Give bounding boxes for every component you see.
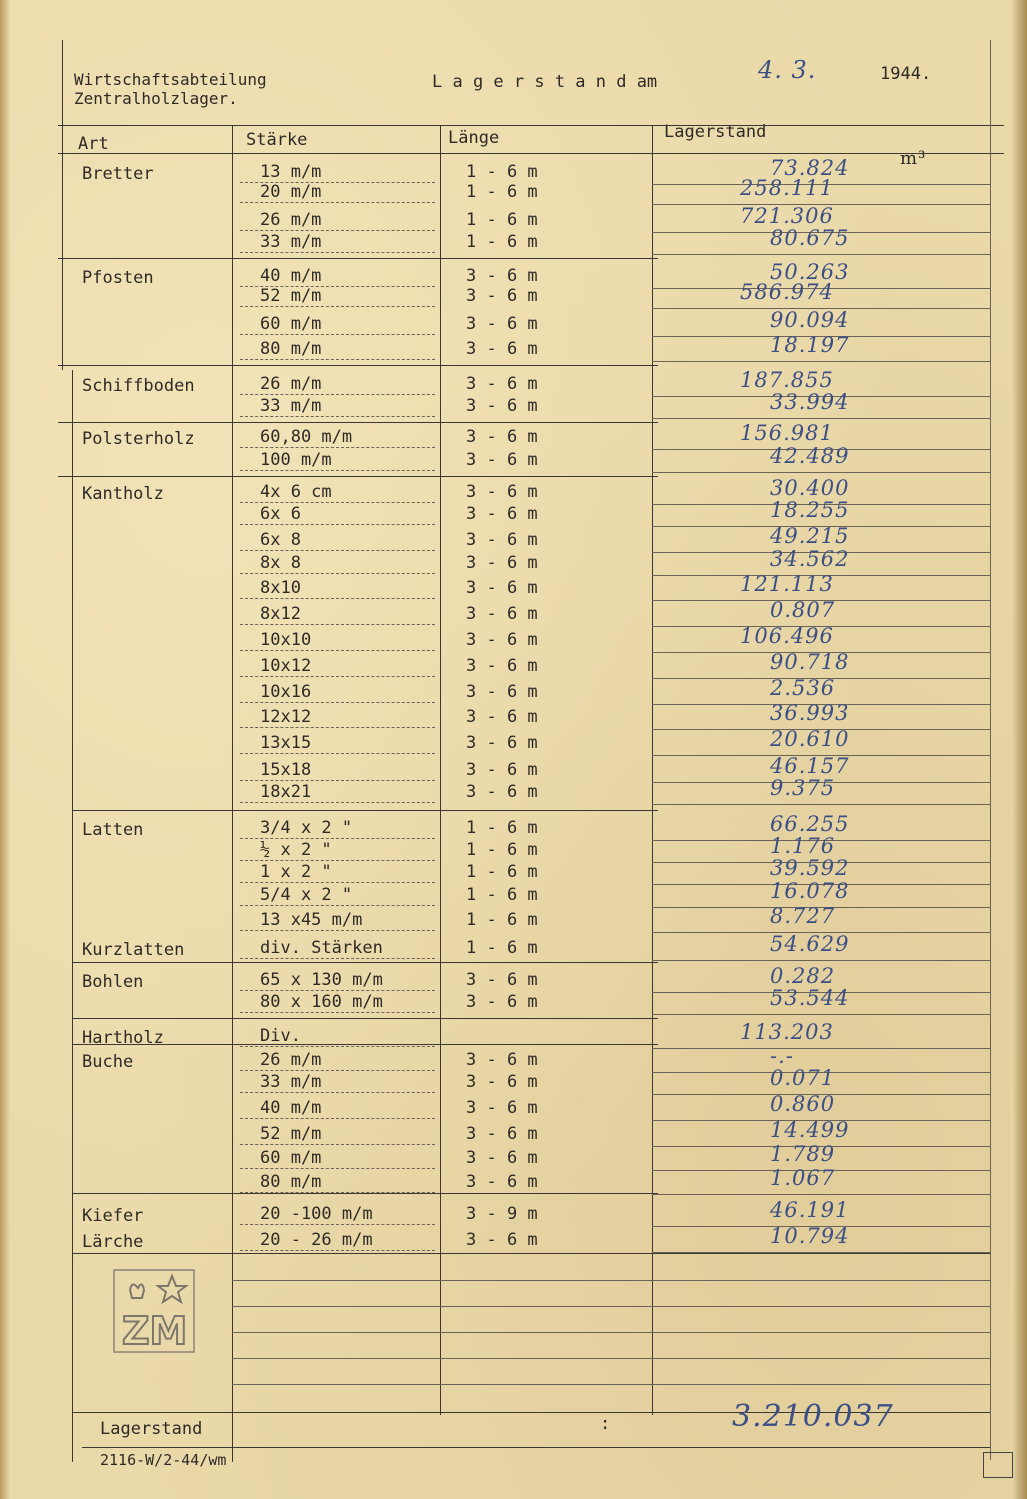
row-lagerstand-value: 1.789 [770, 1142, 836, 1166]
row-staerke: 18x21 [260, 782, 312, 802]
row-underline [240, 1092, 435, 1093]
row-staerke: 12x12 [260, 707, 312, 727]
row-staerke: 52 m/m [260, 286, 322, 306]
row-staerke: 10x10 [260, 630, 312, 650]
row-staerke: 100 m/m [260, 450, 332, 470]
row-rule [652, 1252, 990, 1253]
row-staerke: 80 x 160 m/m [260, 992, 383, 1012]
row-laenge: 1 - 6 m [466, 210, 538, 230]
date-year: 1944. [880, 64, 932, 84]
row-art: Kiefer [82, 1206, 144, 1226]
row-art: Hartholz [82, 1028, 164, 1048]
row-staerke: 33 m/m [260, 396, 322, 416]
row-lagerstand-value: 34.562 [770, 547, 850, 571]
row-lagerstand-value: 53.544 [770, 986, 850, 1010]
column-divider-art [232, 125, 233, 1462]
separator-pfosten [58, 258, 658, 259]
row-staerke: Div. [260, 1026, 301, 1046]
row-laenge: 3 - 6 m [466, 1172, 538, 1192]
row-lagerstand-value: 49.215 [770, 524, 850, 548]
row-staerke: 60,80 m/m [260, 427, 353, 447]
row-underline [240, 753, 435, 754]
row-underline [240, 860, 435, 861]
row-laenge: 3 - 6 m [466, 286, 538, 306]
row-laenge: 3 - 6 m [466, 530, 538, 550]
row-laenge: 3 - 6 m [466, 1148, 538, 1168]
row-lagerstand-value: 90.718 [770, 650, 850, 674]
row-underline [240, 524, 435, 525]
column-header-lagerstand: Lagerstand [664, 122, 767, 142]
row-staerke: 8x12 [260, 604, 301, 624]
separator-footer [82, 1447, 990, 1448]
row-laenge: 3 - 6 m [466, 992, 538, 1012]
paper-edge-left [0, 0, 10, 1499]
form-code: 2116-W/2-44/wm [100, 1451, 227, 1469]
row-lagerstand-value: 156.981 [740, 421, 834, 445]
row-lagerstand-value: 66.255 [770, 812, 850, 836]
row-laenge: 3 - 6 m [466, 733, 538, 753]
row-lagerstand-value: 14.499 [770, 1118, 850, 1142]
row-staerke: 52 m/m [260, 1124, 322, 1144]
paper-edge-right [1011, 0, 1027, 1499]
row-underline [240, 502, 435, 503]
row-laenge: 3 - 6 m [466, 578, 538, 598]
row-art: Polsterholz [82, 429, 195, 449]
row-staerke: div. Stärken [260, 938, 383, 958]
row-staerke: 40 m/m [260, 1098, 322, 1118]
row-underline [240, 958, 435, 959]
row-laenge: 3 - 6 m [466, 970, 538, 990]
row-underline [240, 1250, 435, 1251]
row-staerke: 5/4 x 2 " [260, 885, 353, 905]
row-art: Schiffboden [82, 376, 195, 396]
separator-polsterholz [58, 422, 658, 423]
row-underline [240, 573, 435, 574]
row-laenge: 3 - 6 m [466, 682, 538, 702]
row-rule [652, 960, 990, 961]
blank-rule [232, 1332, 990, 1333]
row-lagerstand-value: -.- [770, 1044, 794, 1068]
row-staerke: 60 m/m [260, 1148, 322, 1168]
row-laenge: 3 - 6 m [466, 1072, 538, 1092]
corner-mark [983, 1452, 1013, 1478]
row-underline [240, 1144, 435, 1145]
row-laenge: 1 - 6 m [466, 232, 538, 252]
row-lagerstand-value: 36.993 [770, 701, 850, 725]
row-staerke: 13 m/m [260, 162, 322, 182]
row-lagerstand-value: 46.191 [770, 1198, 850, 1222]
row-laenge: 3 - 6 m [466, 604, 538, 624]
row-underline [240, 598, 435, 599]
row-laenge: 3 - 6 m [466, 656, 538, 676]
row-underline [240, 550, 435, 551]
row-staerke: 6x 6 [260, 504, 301, 524]
row-laenge: 3 - 9 m [466, 1204, 538, 1224]
row-staerke: 13 x45 m/m [260, 910, 363, 930]
row-lagerstand-value: 42.489 [770, 444, 850, 468]
row-lagerstand-value: 73.824 [770, 156, 850, 180]
row-underline [240, 905, 435, 906]
page-title: L a g e r s t a n d am [432, 72, 658, 92]
separator-bohlen [72, 962, 658, 963]
row-laenge: 3 - 6 m [466, 504, 538, 524]
row-underline [240, 306, 435, 307]
row-underline [240, 470, 435, 471]
row-staerke: 20 - 26 m/m [260, 1230, 373, 1250]
row-underline [240, 676, 435, 677]
column-header-staerke: Stärke [246, 130, 308, 150]
svg-text:ZM: ZM [122, 1309, 188, 1353]
row-staerke: 40 m/m [260, 266, 322, 286]
blank-rule [232, 1280, 990, 1281]
row-underline [240, 1012, 435, 1013]
row-art: Latten [82, 820, 144, 840]
row-underline [240, 447, 435, 448]
row-underline [240, 1168, 435, 1169]
row-laenge: 3 - 6 m [466, 760, 538, 780]
row-lagerstand-value: 106.496 [740, 624, 834, 648]
row-lagerstand-value: 80.675 [770, 226, 850, 250]
row-rule [652, 1048, 990, 1049]
row-lagerstand-value: 18.197 [770, 333, 850, 357]
row-lagerstand-value: 0.282 [770, 964, 836, 988]
row-lagerstand-value: 0.807 [770, 598, 836, 622]
row-underline [240, 334, 435, 335]
row-staerke: 1 x 2 " [260, 862, 332, 882]
row-underline [240, 650, 435, 651]
row-staerke: 33 m/m [260, 232, 322, 252]
column-header-laenge: Länge [448, 128, 500, 148]
row-lagerstand-value: 187.855 [740, 368, 834, 392]
row-lagerstand-value: 2.536 [770, 676, 836, 700]
row-rule [652, 1194, 990, 1195]
row-laenge: 1 - 6 m [466, 862, 538, 882]
row-art: Pfosten [82, 268, 154, 288]
total-label: Lagerstand [100, 1419, 203, 1439]
row-laenge: 1 - 6 m [466, 818, 538, 838]
row-laenge: 3 - 6 m [466, 396, 538, 416]
row-art: Kurzlatten [82, 940, 185, 960]
row-staerke: 80 m/m [260, 1172, 322, 1192]
blank-rule [232, 1306, 990, 1307]
row-lagerstand-value: 20.610 [770, 727, 850, 751]
row-lagerstand-value: 90.094 [770, 308, 850, 332]
row-lagerstand-value: 30.400 [770, 476, 850, 500]
row-underline [240, 1118, 435, 1119]
column-divider-staerke [440, 125, 441, 1415]
row-laenge: 1 - 6 m [466, 938, 538, 958]
row-staerke: 6x 8 [260, 530, 301, 550]
row-underline [240, 359, 435, 360]
row-staerke: 20 m/m [260, 182, 322, 202]
row-laenge: 3 - 6 m [466, 782, 538, 802]
row-lagerstand-value: 39.592 [770, 856, 850, 880]
department-subname: Zentralholzlager. [74, 89, 238, 108]
row-rule [652, 418, 990, 419]
row-staerke: 33 m/m [260, 1072, 322, 1092]
separator-schiffboden [58, 365, 658, 366]
blank-rule [232, 1384, 990, 1385]
row-staerke: 13x15 [260, 733, 312, 753]
row-lagerstand-value: 113.203 [740, 1020, 834, 1044]
total-value: 3.210.037 [732, 1399, 894, 1434]
row-underline [240, 990, 435, 991]
header-rule-bottom [58, 153, 1004, 154]
row-laenge: 1 - 6 m [466, 182, 538, 202]
row-rule [652, 254, 990, 255]
row-laenge: 3 - 6 m [466, 1124, 538, 1144]
column-header-art: Art [78, 134, 109, 154]
row-laenge: 3 - 6 m [466, 374, 538, 394]
separator-hartholz [72, 1018, 658, 1019]
row-staerke: 15x18 [260, 760, 312, 780]
row-staerke: 8x 8 [260, 553, 301, 573]
row-staerke: 8x10 [260, 578, 301, 598]
row-staerke: 3/4 x 2 " [260, 818, 353, 838]
row-staerke: 20 -100 m/m [260, 1204, 373, 1224]
left-border-upper [62, 40, 63, 370]
separator-kantholz [58, 476, 658, 477]
row-laenge: 3 - 6 m [466, 266, 538, 286]
right-border [990, 40, 991, 1460]
row-laenge: 3 - 6 m [466, 1230, 538, 1250]
row-underline [240, 780, 435, 781]
row-staerke: ½ x 2 " [260, 840, 332, 860]
separator-blank-area [72, 1253, 990, 1254]
row-underline [240, 624, 435, 625]
blank-rule [232, 1358, 990, 1359]
total-colon: : [600, 1414, 611, 1434]
row-underline [240, 416, 435, 417]
row-underline [240, 930, 435, 931]
row-underline [240, 882, 435, 883]
row-staerke: 65 x 130 m/m [260, 970, 383, 990]
row-lagerstand-value: 0.071 [770, 1066, 836, 1090]
row-laenge: 3 - 6 m [466, 1098, 538, 1118]
row-laenge: 3 - 6 m [466, 339, 538, 359]
row-lagerstand-value: 1.067 [770, 1166, 836, 1190]
row-laenge: 3 - 6 m [466, 314, 538, 334]
row-lagerstand-value: 586.974 [740, 280, 834, 304]
row-lagerstand-value: 721.306 [740, 204, 834, 228]
row-laenge: 1 - 6 m [466, 162, 538, 182]
row-underline [240, 838, 435, 839]
date-day-month: 4. 3. [758, 56, 817, 84]
row-lagerstand-value: 1.176 [770, 834, 836, 858]
row-staerke: 80 m/m [260, 339, 322, 359]
row-underline [240, 394, 435, 395]
row-lagerstand-value: 33.994 [770, 390, 850, 414]
row-staerke: 26 m/m [260, 210, 322, 230]
row-lagerstand-value: 18.255 [770, 498, 850, 522]
row-laenge: 3 - 6 m [466, 630, 538, 650]
row-lagerstand-value: 121.113 [740, 572, 834, 596]
column-divider-laenge [652, 125, 653, 1415]
row-laenge: 3 - 6 m [466, 707, 538, 727]
row-staerke: 10x12 [260, 656, 312, 676]
row-underline [240, 802, 435, 803]
row-art: Kantholz [82, 484, 164, 504]
row-staerke: 10x16 [260, 682, 312, 702]
row-lagerstand-value: 10.794 [770, 1224, 850, 1248]
row-lagerstand-value: 50.263 [770, 260, 850, 284]
row-lagerstand-value: 9.375 [770, 776, 836, 800]
row-lagerstand-value: 54.629 [770, 932, 850, 956]
row-staerke: 4x 6 cm [260, 482, 332, 502]
row-laenge: 1 - 6 m [466, 840, 538, 860]
row-lagerstand-value: 8.727 [770, 904, 836, 928]
row-art: Lärche [82, 1232, 144, 1252]
row-laenge: 3 - 6 m [466, 553, 538, 573]
row-underline [240, 1192, 435, 1193]
row-art: Bretter [82, 164, 154, 184]
row-staerke: 26 m/m [260, 374, 322, 394]
row-underline [240, 252, 435, 253]
row-underline [240, 202, 435, 203]
row-underline [240, 230, 435, 231]
row-rule [652, 1014, 990, 1015]
row-laenge: 1 - 6 m [466, 885, 538, 905]
unit-label: m³ [900, 148, 927, 169]
row-rule [652, 804, 990, 805]
row-art: Buche [82, 1052, 134, 1072]
row-lagerstand-value: 16.078 [770, 879, 850, 903]
row-underline [240, 702, 435, 703]
row-underline [240, 1046, 435, 1047]
row-rule [652, 472, 990, 473]
row-laenge: 3 - 6 m [466, 1050, 538, 1070]
row-art: Bohlen [82, 972, 144, 992]
header-rule-top [58, 125, 1004, 126]
row-laenge: 3 - 6 m [466, 482, 538, 502]
row-lagerstand-value: 258.111 [740, 176, 834, 200]
department-name: Wirtschaftsabteilung [74, 70, 267, 89]
row-underline [240, 1224, 435, 1225]
separator-kiefer [72, 1193, 658, 1194]
row-staerke: 26 m/m [260, 1050, 322, 1070]
zm-logo-stamp [112, 1268, 196, 1354]
row-lagerstand-value: 46.157 [770, 754, 850, 778]
left-border-lower [72, 370, 73, 1462]
row-laenge: 3 - 6 m [466, 427, 538, 447]
row-underline [240, 727, 435, 728]
row-lagerstand-value: 0.860 [770, 1092, 836, 1116]
row-laenge: 1 - 6 m [466, 910, 538, 930]
row-staerke: 60 m/m [260, 314, 322, 334]
row-underline [240, 1070, 435, 1071]
separator-latten [72, 810, 658, 811]
row-laenge: 3 - 6 m [466, 450, 538, 470]
row-rule [652, 361, 990, 362]
